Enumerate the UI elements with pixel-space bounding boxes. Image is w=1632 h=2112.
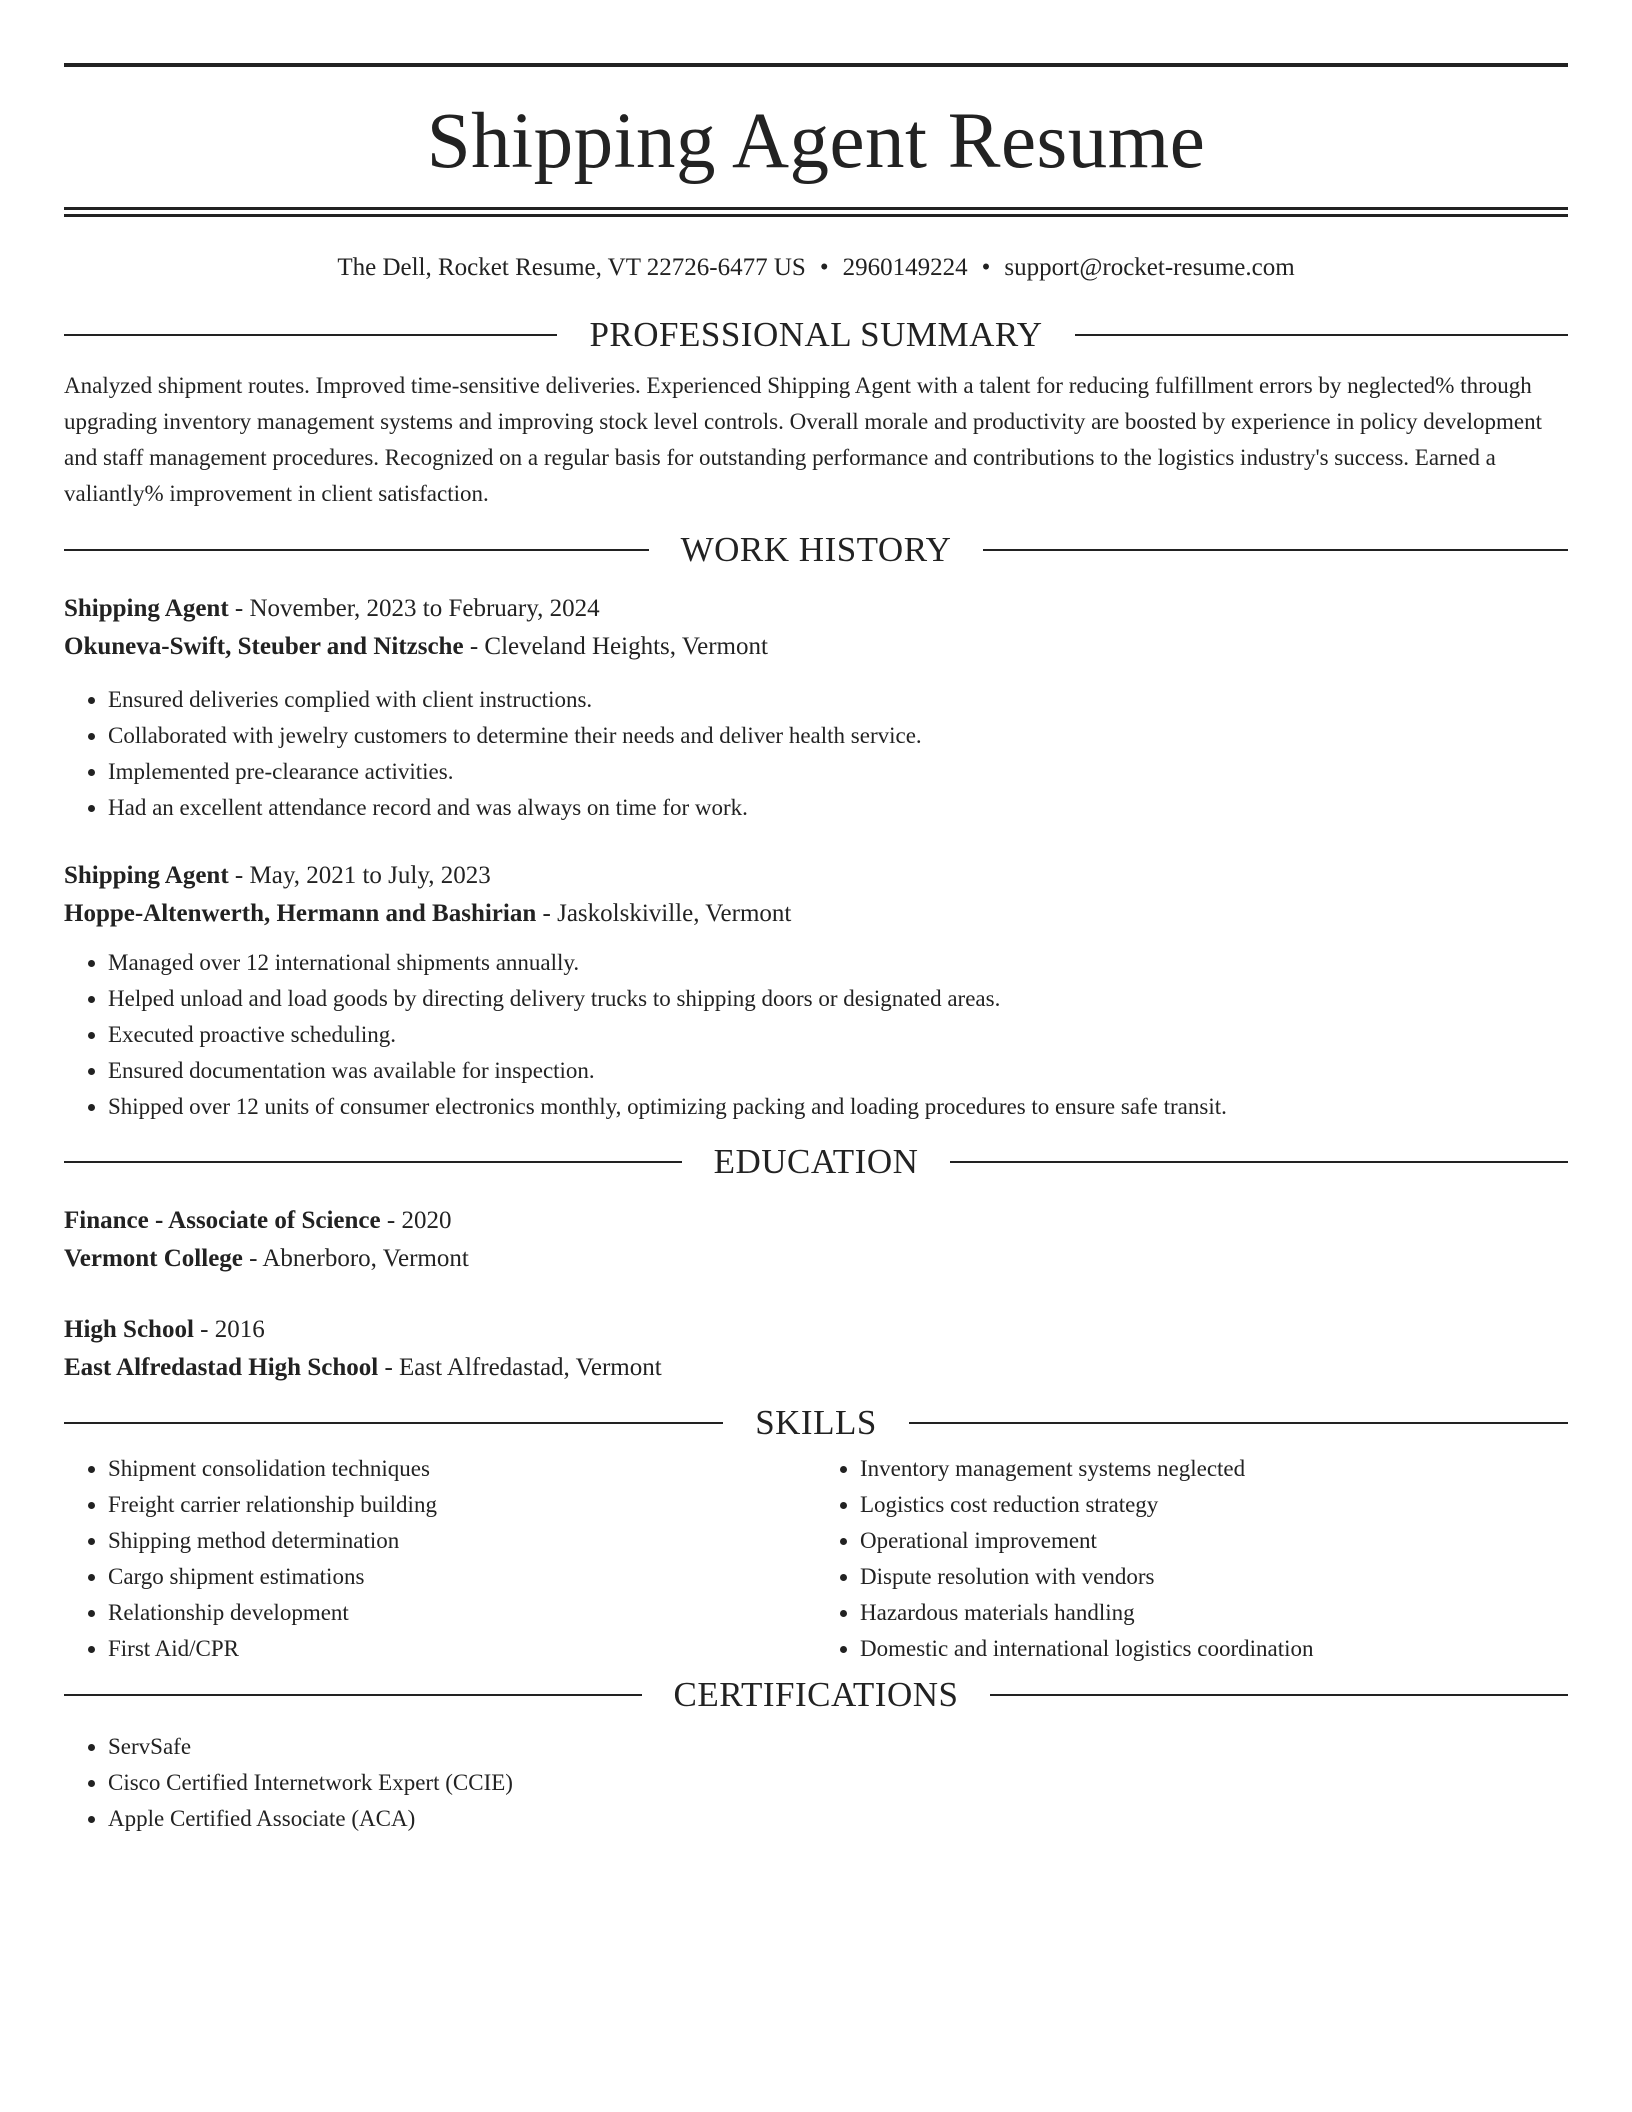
contact-email: support@rocket-resume.com <box>1004 254 1295 281</box>
degree-line <box>64 1202 1568 1240</box>
dash: - <box>380 1207 402 1234</box>
summary-heading-label: PROFESSIONAL SUMMARY <box>589 315 1043 354</box>
skill-item: • First Aid/CPR <box>108 1631 816 1667</box>
contact-separator: • <box>819 254 829 281</box>
job-dates: May, 2021 to July, 2023 <box>249 862 491 889</box>
contact-separator: • <box>981 254 991 281</box>
work-heading-label: WORK HISTORY <box>680 530 952 569</box>
school-line <box>64 1240 1568 1278</box>
school-location: Abnerboro, Vermont <box>262 1245 469 1272</box>
certification-item: • Apple Certified Associate (ACA) <box>108 1801 1568 1837</box>
dash: - <box>228 595 250 622</box>
skills-section-heading <box>64 1403 1568 1443</box>
heading-rule-right <box>950 1161 1568 1163</box>
school-name: Vermont College <box>64 1245 243 1272</box>
skills-list <box>64 1451 816 1667</box>
job-company-line <box>64 895 1568 933</box>
job-bullet: • Helped unload and load goods by directing delivery trucks to shipping doors or designated areas. <box>108 981 1568 1017</box>
job-bullets <box>64 682 1568 826</box>
work-section-heading <box>64 530 1568 570</box>
job-bullet: • Ensured documentation was available for inspection. <box>108 1053 1568 1089</box>
dash: - <box>378 1354 400 1381</box>
heading-rule-right <box>909 1422 1568 1424</box>
skill-item: • Freight carrier relationship building <box>108 1487 816 1523</box>
job-location: Jaskolskiville, Vermont <box>557 900 792 927</box>
skills-column-left <box>64 1451 816 1667</box>
job-bullet: • Implemented pre-clearance activities. <box>108 754 1568 790</box>
job-company: Okuneva-Swift, Steuber and Nitzsche <box>64 633 464 660</box>
heading-rule-right <box>1075 334 1568 336</box>
job-title-line <box>64 590 1568 628</box>
graduation-year: 2016 <box>214 1316 265 1343</box>
education-section-heading <box>64 1142 1568 1182</box>
job-company: Hoppe-Altenwerth, Hermann and Bashirian <box>64 900 537 927</box>
job-location: Cleveland Heights, Vermont <box>484 633 768 660</box>
dash: - <box>242 1245 263 1272</box>
contact-phone: 2960149224 <box>842 254 968 281</box>
skill-item: • Relationship development <box>108 1595 816 1631</box>
degree: Finance - Associate of Science <box>64 1207 381 1234</box>
heading-rule-left <box>64 334 557 336</box>
graduation-year: 2020 <box>401 1207 452 1234</box>
skill-item: • Cargo shipment estimations <box>108 1559 816 1595</box>
contact-address: The Dell, Rocket Resume, VT 22726-6477 US <box>337 254 806 281</box>
heading-rule-right <box>990 1694 1568 1696</box>
heading-rule-right <box>983 549 1568 551</box>
skill-item: • Hazardous materials handling <box>860 1595 1568 1631</box>
school-line <box>64 1349 1568 1387</box>
certification-item: • Cisco Certified Internetwork Expert (CCIE) <box>108 1765 1568 1801</box>
summary-text: Analyzed shipment routes. Improved time-sensitive deliveries. Experienced Shipping Agent with a talent for reducing fulfillment errors by neglected% through upgrading inventory management systems and improving stock level controls. Overall morale and productivity are boosted by experience in policy development and staff management procedures. Recognized on a regular basis for outstanding performance and contributions to the logistics industry's success. Earned a valiantly% improvement in client satisfaction. <box>64 373 1542 506</box>
certifications-heading-label: CERTIFICATIONS <box>673 1675 959 1714</box>
dash: - <box>228 862 250 889</box>
job-title-line <box>64 857 1568 895</box>
skill-item: • Shipping method determination <box>108 1523 816 1559</box>
skill-item: • Inventory management systems neglected <box>860 1451 1568 1487</box>
job-entry <box>64 857 1568 1125</box>
title-double-rule <box>64 207 1568 217</box>
job-dates: November, 2023 to February, 2024 <box>249 595 600 622</box>
education-entry <box>64 1202 1568 1278</box>
skills-heading-label: SKILLS <box>755 1403 877 1442</box>
job-bullet: • Collaborated with jewelry customers to determine their needs and deliver health service. <box>108 718 1568 754</box>
skill-item: • Operational improvement <box>860 1523 1568 1559</box>
job-bullets <box>64 945 1568 1125</box>
skill-item: • Shipment consolidation techniques <box>108 1451 816 1487</box>
skill-item: • Logistics cost reduction strategy <box>860 1487 1568 1523</box>
skills-list <box>816 1451 1568 1667</box>
degree-line <box>64 1311 1568 1349</box>
heading-rule-left <box>64 1161 682 1163</box>
skill-item: • Domestic and international logistics coordination <box>860 1631 1568 1667</box>
job-bullet: • Managed over 12 international shipments annually. <box>108 945 1568 981</box>
certifications-section-heading <box>64 1675 1568 1715</box>
degree: High School <box>64 1316 194 1343</box>
heading-rule-left <box>64 549 649 551</box>
skill-item: • Dispute resolution with vendors <box>860 1559 1568 1595</box>
page-title: Shipping Agent Resume <box>426 98 1206 185</box>
job-title: Shipping Agent <box>64 595 229 622</box>
job-bullet: • Had an excellent attendance record and was always on time for work. <box>108 790 1568 826</box>
school-name: East Alfredastad High School <box>64 1354 379 1381</box>
certifications-list <box>64 1729 1568 1837</box>
dash: - <box>463 633 485 660</box>
top-rule <box>64 63 1568 67</box>
education-heading-label: EDUCATION <box>713 1142 919 1181</box>
dash: - <box>193 1316 215 1343</box>
summary-section-heading <box>64 315 1568 355</box>
job-company-line <box>64 628 1568 666</box>
job-entry <box>64 590 1568 826</box>
job-bullet: • Ensured deliveries complied with client instructions. <box>108 682 1568 718</box>
job-bullet: • Executed proactive scheduling. <box>108 1017 1568 1053</box>
skills-columns <box>64 1451 1568 1667</box>
certification-item: • ServSafe <box>108 1729 1568 1765</box>
skills-column-right <box>816 1451 1568 1667</box>
heading-rule-left <box>64 1694 642 1696</box>
education-entry <box>64 1311 1568 1387</box>
school-location: East Alfredastad, Vermont <box>399 1354 662 1381</box>
job-bullet: • Shipped over 12 units of consumer electronics monthly, optimizing packing and loading procedures to ensure safe transit. <box>108 1089 1568 1125</box>
contact-line <box>64 253 1568 283</box>
job-title: Shipping Agent <box>64 862 229 889</box>
heading-rule-left <box>64 1422 723 1424</box>
dash: - <box>536 900 558 927</box>
